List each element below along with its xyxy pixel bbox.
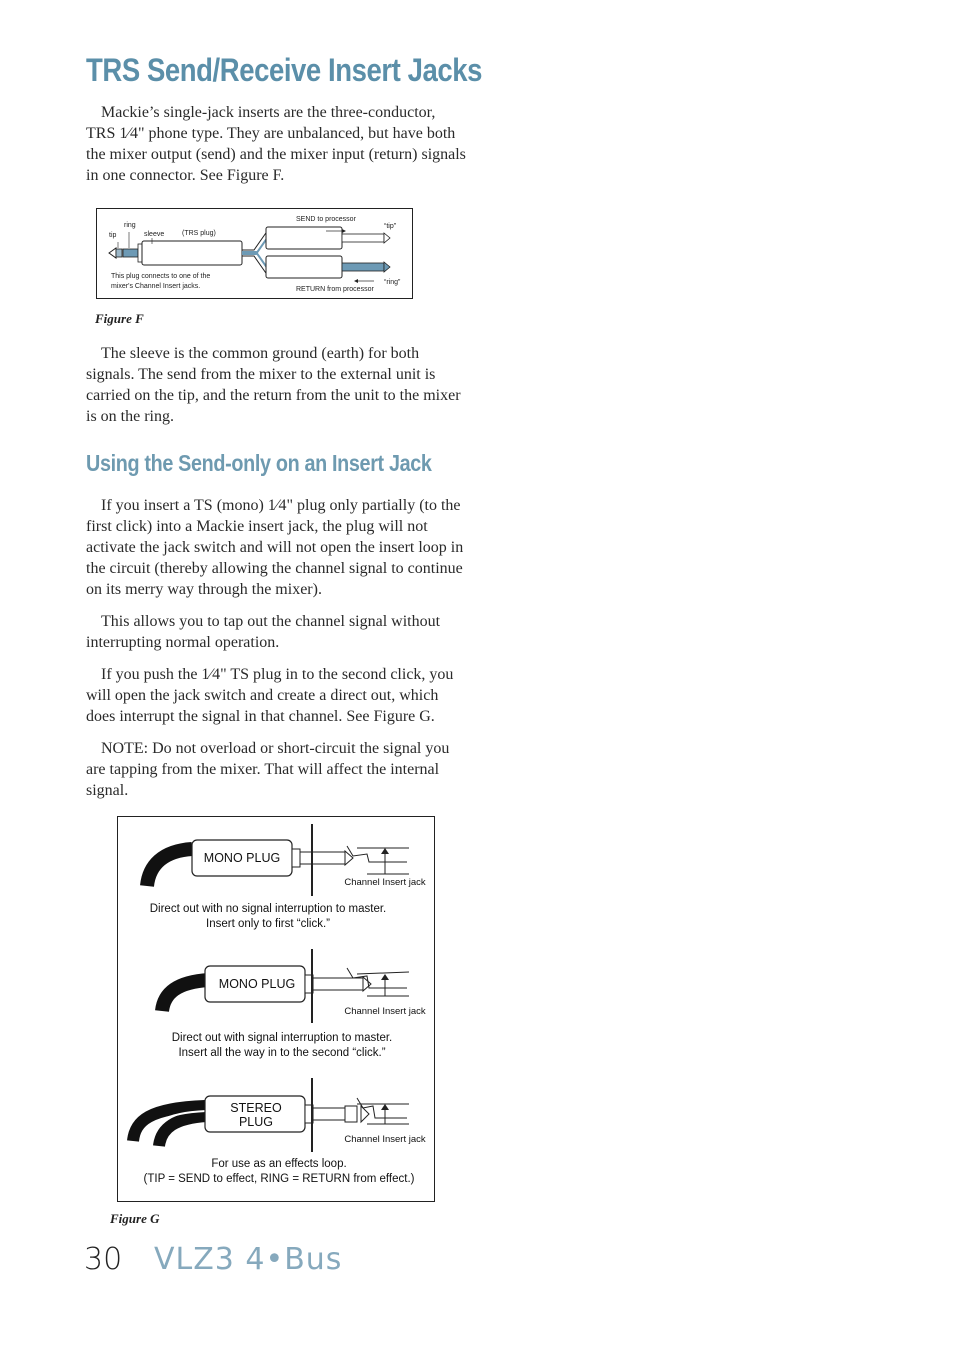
jack-label-3: Channel Insert jack (344, 1134, 426, 1145)
desc-3-line-2: (TIP = SEND to effect, RING = RETURN from effect.) (143, 1173, 415, 1185)
paragraph-second-click: If you push the 1⁄4" TS plug in to the second click, you will open the jack switch and create a direct out, which does interrupt the signal in that channel. See Figure G. (86, 666, 454, 725)
label-return: RETURN from processor (296, 286, 374, 293)
desc-3-line-1: For use as an effects loop. (211, 1158, 347, 1170)
figure-g-diagram (117, 816, 435, 1202)
stereo-plug-label-line-1: STEREO (230, 1101, 282, 1115)
label-send: SEND to processor (296, 216, 356, 223)
label-ring-quoted: “ring” (384, 279, 401, 286)
jack-label-1: Channel Insert jack (344, 877, 426, 888)
figure-f-caption: Figure F (95, 311, 144, 326)
page-number: 30 (84, 1242, 123, 1277)
note-line-2: mixer's Channel Insert jacks. (111, 283, 201, 290)
mono-plug-label-1: MONO PLUG (203, 851, 281, 865)
stereo-plug-label-line-2: PLUG (238, 1115, 274, 1129)
paragraph-sleeve: The sleeve is the common ground (earth) for both signals. The send from the mixer to the external unit is carried on the tip, and the return from the unit to the mixer is on the ring. (86, 345, 461, 425)
label-trs-plug: (TRS plug) (182, 230, 216, 237)
desc-1-line-1: Direct out with no signal interruption to master. (149, 903, 387, 915)
section-heading: Using the Send-only on an Insert Jack (86, 450, 432, 476)
paragraph-ts-partial: If you insert a TS (mono) 1⁄4" plug only partially (to the first click) into a Mackie insert jack, the plug will not activate the jack switch and will not open the insert loop in the circuit (thereby allowing the channel signal to continue on its merry way through the mixer). (86, 497, 464, 598)
label-sleeve: sleeve (144, 231, 165, 238)
page-title: TRS Send/Receive Insert Jacks (86, 52, 482, 88)
paragraph-note: NOTE: Do not overload or short-circuit the signal you are tapping from the mixer. That will affect the internal signal. (86, 740, 450, 799)
desc-2-line-2: Insert all the way in to the second “click.” (178, 1047, 386, 1059)
desc-1-line-2: Insert only to first “click.” (206, 918, 330, 930)
mono-plug-label-2: MONO PLUG (218, 977, 296, 991)
jack-label-2: Channel Insert jack (344, 1006, 426, 1017)
paragraph-intro: Mackie’s single-jack inserts are the three-conductor, TRS 1⁄4" phone type. They are unbalanced, but have both the mixer output (send) and the mixer input (return) signals in one connector. See Figure F. (86, 104, 466, 184)
product-name: VLZ3 4•Bus (154, 1242, 343, 1277)
label-tip-quoted: “tip” (384, 223, 397, 230)
desc-2-line-1: Direct out with signal interruption to master. (171, 1032, 393, 1044)
label-tip: tip (109, 232, 117, 239)
label-ring: ring (124, 222, 136, 229)
paragraph-tap-out: This allows you to tap out the channel signal without interrupting normal operation. (86, 613, 441, 651)
figure-f-diagram (96, 208, 413, 299)
note-line-1: This plug connects to one of the (111, 273, 211, 280)
figure-g-caption: Figure G (110, 1211, 160, 1226)
